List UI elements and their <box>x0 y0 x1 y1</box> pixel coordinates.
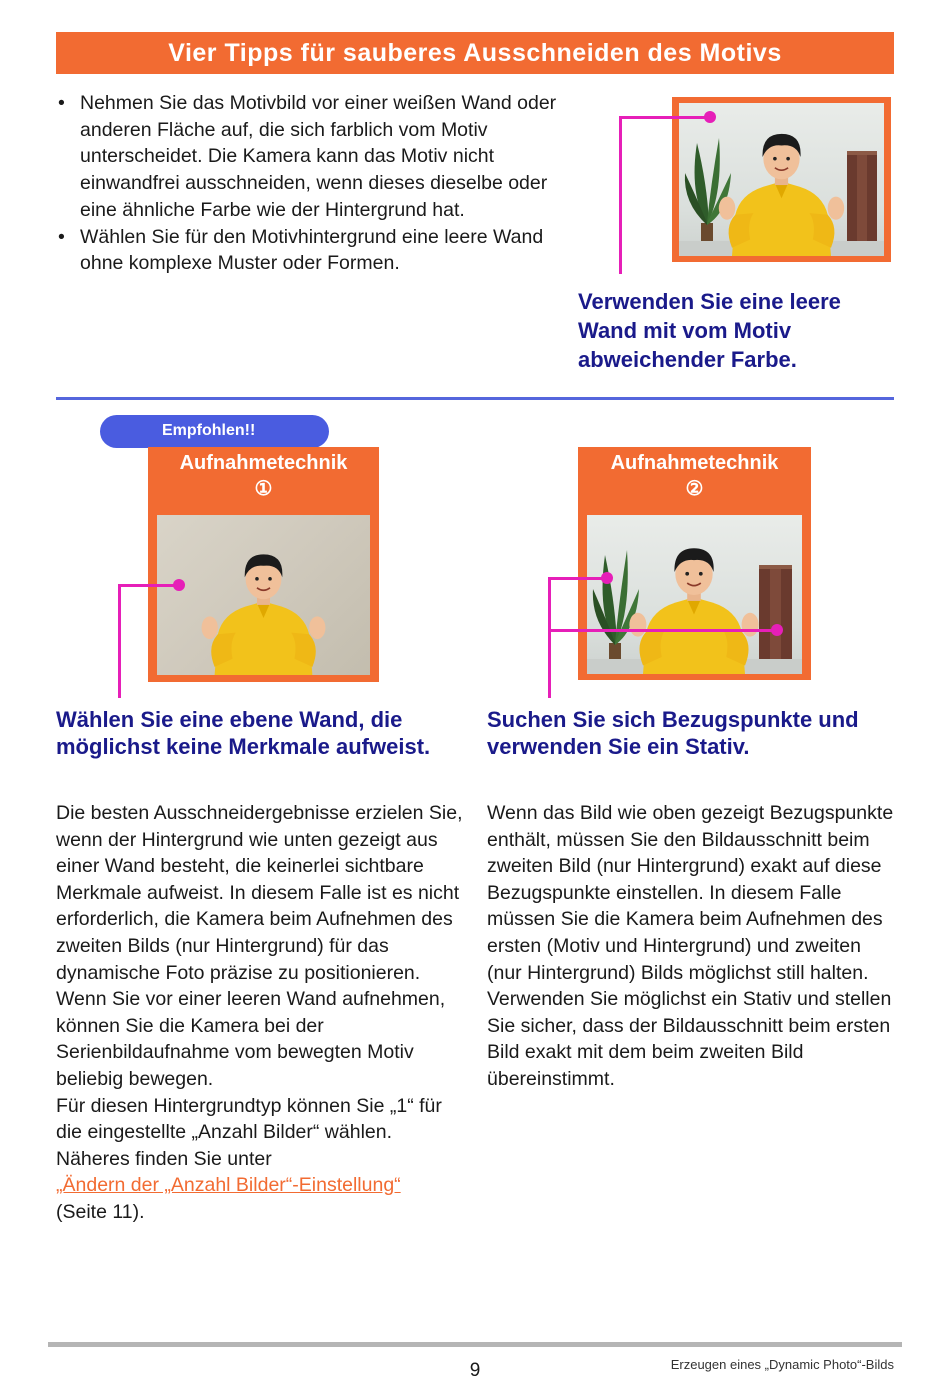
photo-illustration <box>679 103 884 256</box>
callout-line <box>619 116 622 274</box>
footer-section-title: Erzeugen eines „Dynamic Photo“-Bilds <box>670 1357 894 1372</box>
photo-frame-top <box>672 97 891 262</box>
technique-2-body: Wenn das Bild wie oben gezeigt Bezugspunkte enthält, müssen Sie den Bildausschnitt beim zweiten Bild (nur Hintergrund) exakt auf diese Bezugspunkte einstellen. In diesem Falle müssen Sie die Kamera beim Aufnehmen des ersten (Motiv und Hintergrund) und zweiten (nur Hintergrund) Bilds möglichst still halten. Verwenden Sie möglichst ein Stativ und stellen Sie sicher, dass der Bildausschnitt beim ersten Bild exakt mit dem beim zweiten Bild übereinstimmt. <box>487 802 894 1090</box>
callout-dot <box>704 111 716 123</box>
page-reference: (Seite 11). <box>56 1200 145 1223</box>
page-number: 9 <box>469 1360 481 1381</box>
callout-dot <box>173 579 185 591</box>
section-divider <box>56 397 894 400</box>
callout-line <box>548 577 551 698</box>
page-title: Vier Tipps für sauberes Ausschneiden des Motivs <box>56 32 894 74</box>
technique-1-heading: Wählen Sie eine ebene Wand, die möglichst keine Merkmale aufweist. <box>56 707 431 759</box>
technique-2-panel <box>578 447 811 680</box>
technique-1-number: ① <box>254 478 273 500</box>
photo-illustration <box>587 515 802 674</box>
technique-1-panel <box>148 447 379 682</box>
intro-bullet: • Nehmen Sie das Motivbild vor einer weißen Wand oder anderen Fläche auf, die sich farblich vom Motiv unterscheidet. Die Kamera kann das Motiv nicht einwandfrei ausschneiden, wenn dieses dieselbe oder eine ähnliche Farbe wie der Hintergrund hat. <box>56 90 576 224</box>
photo-child-reference-points <box>587 515 802 674</box>
technique-1-label: Aufnahmetechnik <box>179 452 348 474</box>
technique-1-body-text-2: Für diesen Hintergrundtyp können Sie „1“ für die eingestellte „Anzahl Bilder“ wählen. Näheres finden Sie unter <box>56 1094 442 1170</box>
callout-line <box>118 584 178 587</box>
callout-dot <box>771 624 783 636</box>
callout-line <box>619 116 709 119</box>
anzahl-bilder-link[interactable]: „Ändern der „Anzahl Bilder“-Einstellung“ <box>56 1174 401 1197</box>
callout-line <box>548 629 776 632</box>
photo-child-with-plant-and-screen <box>679 103 884 256</box>
footer-divider <box>48 1342 902 1347</box>
intro-caption: Verwenden Sie eine leere Wand mit vom Motiv abweichender Farbe. <box>578 289 841 372</box>
technique-2-number: ② <box>685 478 704 500</box>
callout-dot <box>601 572 613 584</box>
callout-line <box>548 577 606 580</box>
recommended-badge: Empfohlen!! <box>100 415 329 448</box>
photo-illustration <box>157 515 370 675</box>
callout-line <box>118 584 121 698</box>
technique-1-body <box>56 800 466 1226</box>
technique-2-label: Aufnahmetechnik <box>610 452 779 474</box>
intro-bullet-list <box>56 90 576 277</box>
photo-child-plain-wall <box>157 515 370 675</box>
intro-bullet: • Wählen Sie für den Motivhintergrund eine leere Wand ohne komplexe Muster oder Formen. <box>56 224 576 277</box>
technique-1-body-text: Die besten Ausschneidergebnisse erzielen Sie, wenn der Hintergrund wie unten gezeigt aus einer Wand besteht, die keinerlei sichtbare Merkmale aufweist. In diesem Falle ist es nicht erforderlich, die Kamera beim Aufnehmen des zweiten Bilds (nur Hintergrund) für das dynamische Foto präzise zu positionieren. Wenn Sie vor einer leeren Wand aufnehmen, können Sie die Kamera bei der Serienbildaufnahme vom bewegten Motiv beliebig bewegen. <box>56 802 463 1090</box>
technique-2-heading: Suchen Sie sich Bezugspunkte und verwenden Sie ein Stativ. <box>487 707 859 759</box>
